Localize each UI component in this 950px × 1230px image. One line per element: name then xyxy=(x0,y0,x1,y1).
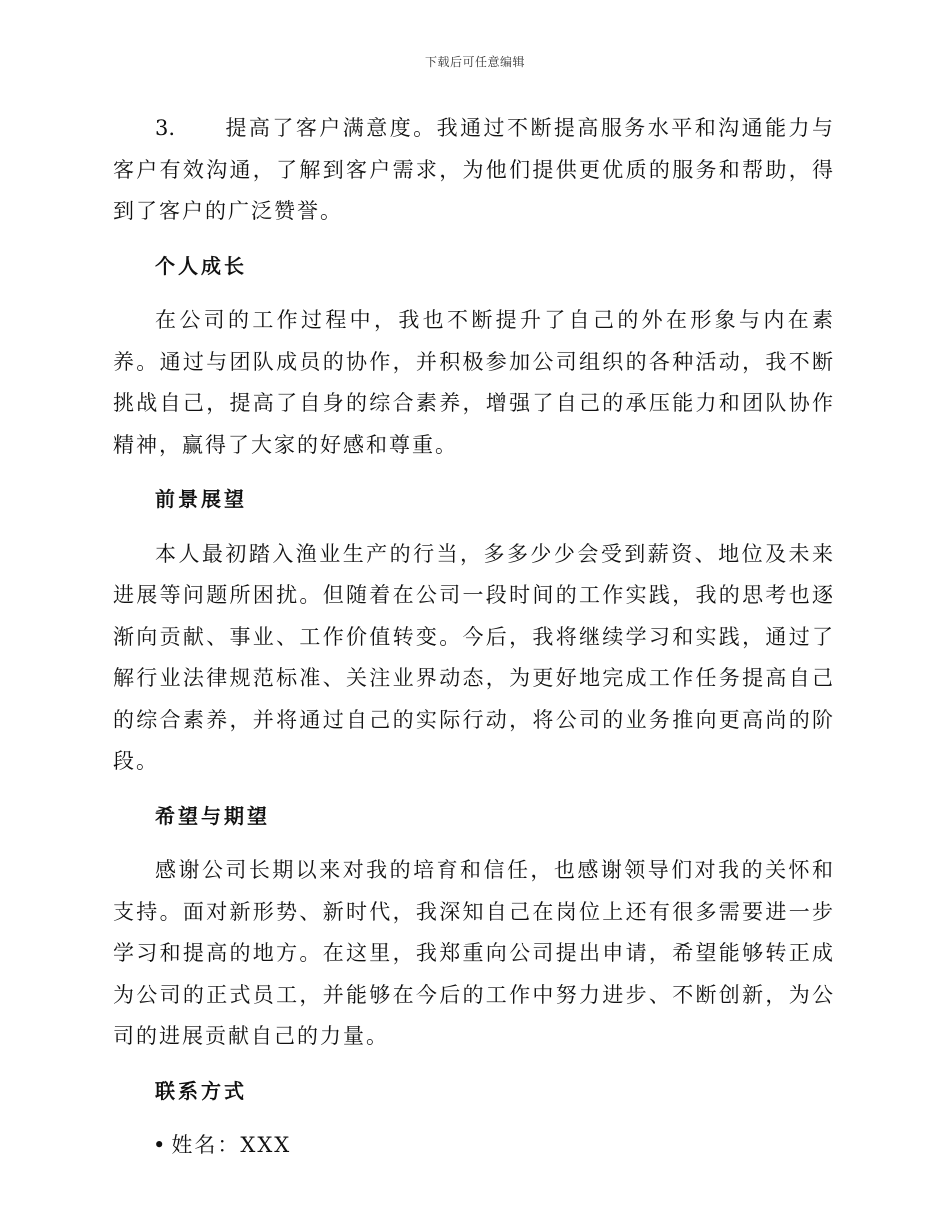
list-item-number: 3. xyxy=(155,116,176,140)
section-paragraph-hope: 感谢公司长期以来对我的培育和信任，也感谢领导们对我的关怀和支持。面对新形势、新时代，我深知自己在岗位上还有很多需要进一步学习和提高的地方。在这里，我郑重向公司提出申请，希望能够转正成为公司的正式员工，并能够在今后的工作中努力进步、不断创新，为公司的进展贡献自己的力量。 xyxy=(113,858,835,1048)
section-paragraph-growth: 在公司的工作过程中，我也不断提升了自己的外在形象与内在素养。通过与团队成员的协作，并积极参加公司组织的各种活动，我不断挑战自己，提高了自身的综合素养，增强了自己的承压能力和团队协作精神，赢得了大家的好感和尊重。 xyxy=(113,308,835,457)
section-heading-outlook: 前景展望 xyxy=(155,487,247,511)
list-item-3 xyxy=(113,108,835,233)
document-body xyxy=(113,108,835,1167)
list-item-text: 提高了客户满意度。我通过不断提高服务水平和沟通能力与客户有效沟通，了解到客户需求，为他们提供更优质的服务和帮助，得到了客户的广泛赞誉。 xyxy=(113,116,835,223)
section-heading-hope: 希望与期望 xyxy=(155,803,270,828)
section-heading-contact: 联系方式 xyxy=(155,1078,247,1103)
section-paragraph-outlook: 本人最初踏入渔业生产的行当，多多少少会受到薪资、地位及未来进展等问题所困扰。但随着在公司一段时间的工作实践，我的思考也逐渐向贡献、事业、工作价值转变。今后，我将继续学习和实践，通过了解行业法律规范标准、关注业界动态，为更好地完成工作任务提高自己的综合素养，并将通过自己的实际行动，将公司的业务推向更高尚的阶段。 xyxy=(113,541,835,773)
contact-name-label: 姓名： xyxy=(171,1133,241,1157)
contact-name-line xyxy=(153,1125,835,1167)
page-header-note: 下载后可任意编辑 xyxy=(424,55,525,69)
bullet-icon: • xyxy=(153,1133,168,1157)
contact-name-value: XXX xyxy=(240,1133,292,1157)
section-heading-growth: 个人成长 xyxy=(155,253,247,278)
